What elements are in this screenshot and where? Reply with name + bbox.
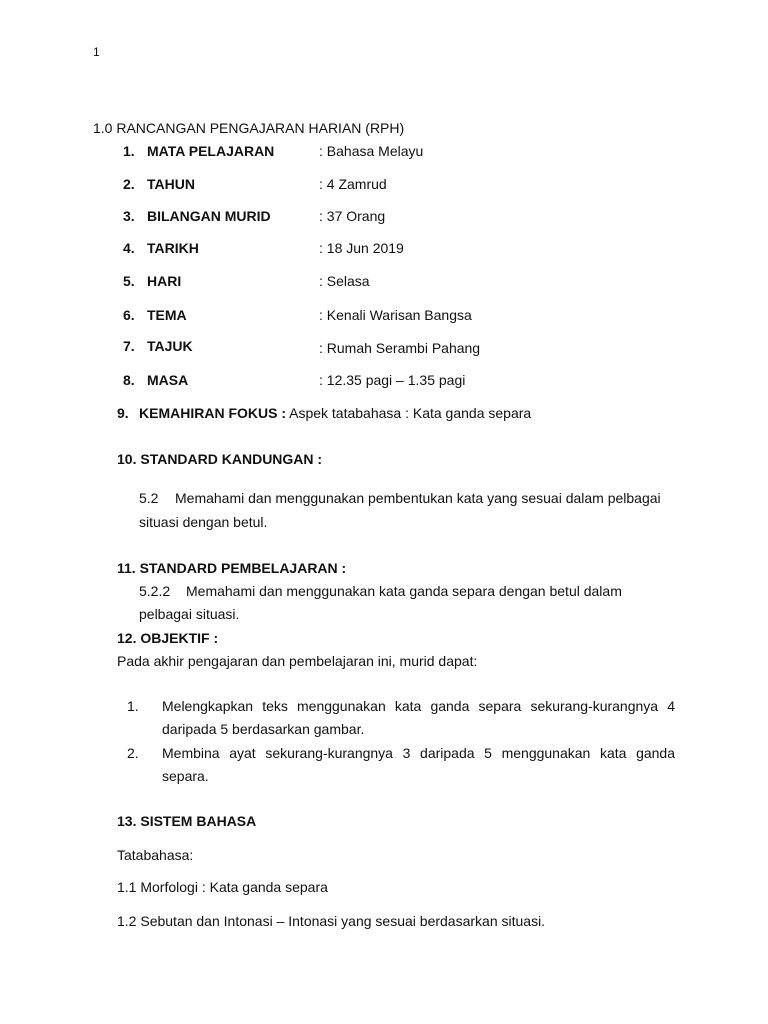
field-row-tarikh (123, 240, 404, 256)
field-label: MATA PELAJARAN (147, 143, 275, 159)
kemahiran-value: Aspek tatabahasa : Kata ganda separa (286, 405, 532, 421)
sistem-bahasa-item: 1.2 Sebutan dan Intonasi – Intonasi yang sesuai berdasarkan situasi. (117, 913, 546, 929)
field-value: : Rumah Serambi Pahang (319, 340, 481, 356)
field-number: 7. (123, 338, 135, 354)
objektif-item-number: 1. (127, 698, 139, 714)
standard-pembelajaran-code: 5.2.2 (139, 583, 171, 599)
standard-kandungan-title: 10. STANDARD KANDUNGAN : (117, 451, 323, 467)
field-value: : Bahasa Melayu (319, 143, 424, 159)
objektif-intro: Pada akhir pengajaran dan pembelajaran ini, murid dapat: (117, 653, 478, 669)
field-row-mata-pelajaran (123, 143, 423, 159)
field-label: TAHUN (147, 176, 195, 192)
field-number: 8. (123, 372, 135, 388)
field-row-masa (123, 372, 465, 388)
objektif-title: 12. OBJEKTIF : (117, 630, 219, 646)
standard-kandungan-line1 (139, 490, 661, 506)
field-row-tema (123, 307, 472, 323)
document-heading: 1.0 RANCANGAN PENGAJARAN HARIAN (RPH) (93, 120, 405, 136)
kemahiran-label: KEMAHIRAN FOKUS : (139, 405, 286, 421)
standard-kandungan-code: 5.2 (139, 490, 159, 506)
field-number: 6. (123, 307, 135, 323)
field-label: HARI (147, 273, 182, 289)
standard-pembelajaran-title: 11. STANDARD PEMBELAJARAN : (117, 560, 347, 576)
field-row-hari (123, 273, 370, 289)
objektif-item-number: 2. (127, 745, 139, 761)
field-number: 3. (123, 208, 135, 224)
field-label: MASA (147, 372, 189, 388)
standard-pembelajaran-line2: pelbagai situasi. (139, 606, 240, 622)
field-row-bilangan-murid (123, 208, 385, 224)
page-number: 1 (93, 45, 100, 59)
field-value: : 37 Orang (319, 208, 386, 224)
field-number: 1. (123, 143, 135, 159)
field-value: : Kenali Warisan Bangsa (319, 307, 472, 323)
sistem-bahasa-subtitle: Tatabahasa: (117, 847, 194, 863)
field-label: TARIKH (147, 240, 199, 256)
field-value: : 12.35 pagi – 1.35 pagi (319, 372, 466, 388)
field-value: : 4 Zamrud (319, 176, 387, 192)
objektif-item-line: Melengkapkan teks menggunakan kata ganda separa sekurang-kurangnya 4 (162, 698, 675, 714)
objektif-item-line: separa. (162, 768, 209, 784)
field-label: BILANGAN MURID (147, 208, 271, 224)
kemahiran-number: 9. (117, 405, 129, 421)
objektif-item-line: Membina ayat sekurang-kurangnya 3 daripada 5 menggunakan kata ganda (162, 745, 675, 761)
kemahiran-fokus (117, 405, 531, 421)
field-row-tajuk (123, 338, 480, 354)
sistem-bahasa-title: 13. SISTEM BAHASA (117, 813, 257, 829)
standard-pembelajaran-text: Memahami dan menggunakan kata ganda separa dengan betul dalam (186, 583, 622, 599)
field-label: TAJUK (147, 338, 193, 354)
sistem-bahasa-item: 1.1 Morfologi : Kata ganda separa (117, 879, 328, 895)
field-label: TEMA (147, 307, 187, 323)
field-value: : Selasa (319, 273, 370, 289)
field-number: 4. (123, 240, 135, 256)
standard-kandungan-text: Memahami dan menggunakan pembentukan kata yang sesuai dalam pelbagai (175, 490, 661, 506)
standard-pembelajaran-line1 (139, 583, 622, 599)
field-row-tahun (123, 176, 387, 192)
standard-kandungan-line2: situasi dengan betul. (139, 514, 268, 530)
field-value: : 18 Jun 2019 (319, 240, 404, 256)
field-number: 2. (123, 176, 135, 192)
field-number: 5. (123, 273, 135, 289)
objektif-item-line: daripada 5 berdasarkan gambar. (162, 721, 365, 737)
